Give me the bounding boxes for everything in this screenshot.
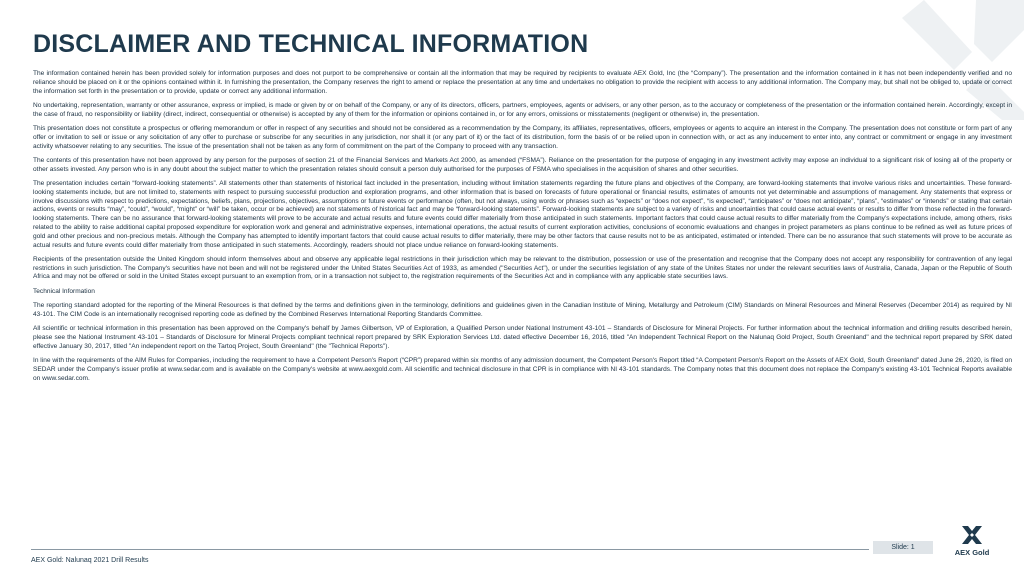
- paragraph: All scientific or technical information in this presentation has been approved on the Company's behalf by James Gilbertson, VP of Exploration, a Qualified Person under National Instrument 43-101 – Standards of Disclosure for Mineral Projects. For further information about the technical information and drilling results described herein, please see the National Instrument 43-101 – Standards of Disclosure for Mineral Projects compliant technical report prepared by SRK Exploration Services Ltd. dated effective December 16, 2016, titled "An Independent Technical Report on the Nalunaq Gold Project, South Greenland" and the technical report prepared by SRK dated effective January 30, 2017, titled "An independent report on the Tartoq Project, South Greenland" (the "Technical Reports").: [33, 325, 1012, 350]
- paragraph: No undertaking, representation, warranty or other assurance, express or implied, is made or given by or on behalf of the Company, or any of its directors, officers, partners, employees, agents or advisers, or any other person, as to the accuracy or completeness of the presentation or the information contained herein. Accordingly, except in the case of fraud, no responsibility or liability (direct, indirect, consequential or otherwise) is accepted by any of them for the information or opinions contained in, or for any errors, omissions or misstatements (negligent or otherwise) in, the presentation.: [33, 101, 1012, 118]
- paragraph: In line with the requirements of the AIM Rules for Companies, including the requirement to have a Competent Person's Report (“CPR”) prepared within six months of any admission document, the Competent Person's Report titled “A Competent Person's Report on the Assets of AEX Gold, South Greenland” dated June 26, 2020, is filed on SEDAR under the Company's issuer profile at www.sedar.com and is available on the Company's website at www.aexgold.com. All scientific and technical disclosure in that CPR is in compliance with NI 43-101 standards. The Company notes that this document does not replace the Company's existing 43-101 Technical Reports available on www.sedar.com.: [33, 357, 1012, 382]
- paragraph: The reporting standard adopted for the reporting of the Mineral Resources is that defined by the terms and definitions given in the terminology, definitions and guidelines given in the Canadian Institute of Mining, Metallurgy and Petroleum (CIM) Standards on Mineral Resources and Mineral Reserves (December 2014) as required by NI 43-101. The CIM Code is an internationally recognised reporting code as defined by the Combined Reserves International Reporting Standards Committee.: [33, 302, 1012, 318]
- page-title: DISCLAIMER AND TECHNICAL INFORMATION: [33, 30, 589, 58]
- footer-title: AEX Gold: Nalunaq 2021 Drill Results: [31, 557, 149, 564]
- paragraph: Recipients of the presentation outside the United Kingdom should inform themselves about and observe any applicable legal restrictions in their jurisdiction which may be relevant to the distribution, possession or use of the presentation and recognise that the Company does not accept any responsibility for contravention of any legal restrictions in such jurisdiction. The Company's securities have not been and will not be registered under the United States Securities Act of 1933, as amended ("Securities Act"), or under the securities legislation of any state of the Unites States nor under the relevant securities laws of Australia, Canada, Japan or the Republic of South Africa and may not be offered or sold in the United States except pursuant to an exemption from, or in a transaction not subject to, the registration requirements of the Securities Act and in compliance with any applicable state securities laws.: [33, 255, 1012, 281]
- section-heading: Technical Information: [33, 287, 95, 295]
- company-logo: [946, 524, 998, 568]
- paragraph: The information contained herein has been provided solely for information purposes and does not purport to be comprehensive or contain all the information that may be required by recipients to evaluate AEX Gold, Inc (the “Company”). The presentation and the information contained in it has not been independently verified and no reliance should be placed on it or the opinions contained within it. In furnishing the presentation, the Company reserves the right to amend or replace the presentation at any time and undertakes no obligation to provide the recipient with access to any additional information. The Company may, but shall not be obliged to, update or correct the information set forth in the presentation or to provide, update or correct any additional information.: [33, 70, 1012, 95]
- disclaimer-body: [33, 70, 1012, 389]
- slide-number-badge: Slide: 1: [873, 541, 933, 554]
- paragraph: The contents of this presentation have not been approved by any person for the purposes of section 21 of the Financial Services and Markets Act 2000, as amended (“FSMA”). Reliance on the presentation for the purpose of engaging in any investment activity may expose an individual to a significant risk of losing all of the property or other assets invested. Any person who is in any doubt about the subject matter to which the presentation relates should consult a person duly authorised for the purposes of FSMA who specialises in the acquisition of shares and other securities.: [33, 156, 1012, 173]
- logo-wordmark: AEX Gold: [954, 548, 990, 557]
- footer-divider: [31, 549, 869, 550]
- paragraph: This presentation does not constitute a prospectus or offering memorandum or offer in respect of any securities and should not be considered as a recommendation by the Company, its affiliates, representatives, officers, employees or agents to acquire an interest in the Company. The presentation does not constitute or form part of any offer or invitation to sell or issue or any solicitation of any offer to purchase or subscribe for any securities in any jurisdiction, nor shall it (or any part of it) or the fact of its distribution, form the basis of or be relied upon in connection with, or act as any inducement to enter into, any contract or commitment or engage in any investment activity whatsoever relating to any securities. The issue of the presentation shall not be taken as any form of commitment on the part of the Company to proceed with any transaction.: [33, 124, 1012, 150]
- aex-logo-icon: [961, 524, 983, 546]
- paragraph: The presentation includes certain “forward-looking statements”. All statements other than statements of historical fact included in the presentation, including without limitation statements regarding the future plans and objectives of the Company, are forward-looking statements that involve various risks and uncertainties. These forward-looking statements include, but are not limited to, statements with respect to pursuing successful production and exploration programs, and other information that is based on forecasts of future operational or financial results, estimates of amounts not yet determinable and assumptions of management. Any statements that express or involve discussions with respect to predictions, expectations, beliefs, plans, projections, objectives, assumptions or future events or performance (often, but not always, using words or phrases such as “expects” or “does not expect”, “is expected”, “anticipates” or “does not anticipate”, “plans”, “estimates” or “intends” or stating that certain actions, events or results “may”, “could”, “would”, “might” or “will” be taken, occur or be achieved) are not statements of historical fact and may be “forward-looking statements”. Forward-looking statements are subject to a variety of risks and uncertainties that could cause actual events or results to differ from those reflected in the forward-looking statements. There can be no assurance that forward-looking statements will prove to be accurate and actual results and future events could differ materially from those anticipated in such statements. Important factors that could cause actual results to differ materially from the Company’s expectations include, among others, risks related to the ability to raise additional capital proposed expenditure for exploration work and general and administrative expenses, international operations, the actual results of current exploration activities, conclusions of economic evaluations and changes in project parameters as plans continue to be refined as well as future prices of gold and other precious and non-precious metals. Although the Company has attempted to identify important factors that could cause actual results to differ materially, there may be other factors that cause results not to be as anticipated, estimated or intended. There can be no assurance that such statements will prove to be accurate as actual results and future events could differ materially from those anticipated in such statements. Accordingly, readers should not place undue reliance on forward-looking statements.: [33, 179, 1012, 249]
